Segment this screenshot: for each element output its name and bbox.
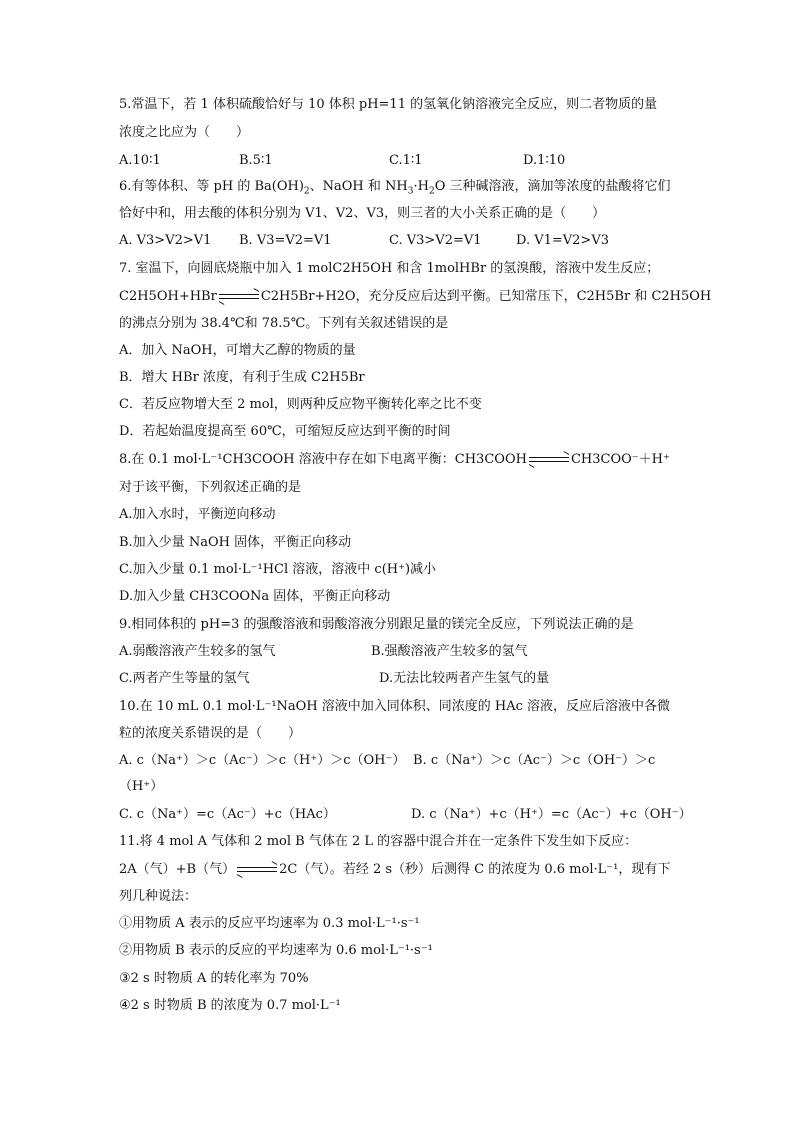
q8-line-1-a: 8.在 0.1 mol·L⁻¹CH3COOH 溶液中存在如下电离平衡：CH3COOH xyxy=(119,452,527,467)
q11-statement-4: ④2 s 时物质 B 的浓度为 0.7 mol·L⁻¹ xyxy=(119,998,341,1013)
q9-option-d: D.无法比较两者产生氢气的量 xyxy=(379,671,550,686)
q8-option-b: B.加入少量 NaOH 固体，平衡正向移动 xyxy=(119,535,352,550)
q9-option-c: C.两者产生等量的氢气 xyxy=(119,671,250,686)
q5-option-c: C.1∶1 xyxy=(389,153,423,168)
q9-line-1: 9.相同体积的 pH=3 的强酸溶液和弱酸溶液分别跟足量的镁完全反应，下列说法正确的是 xyxy=(119,617,634,632)
q7-option-c: C．若反应物增大至 2 mol，则两种反应物平衡转化率之比不变 xyxy=(119,397,482,412)
q5-line-1: 5.常温下，若 1 体积硫酸恰好与 10 体积 pH=11 的氢氧化钠溶液完全反应，则二者物质的量 xyxy=(119,97,658,112)
equilibrium-arrow-icon xyxy=(237,865,277,875)
q6-option-d: D. V1=V2>V3 xyxy=(516,233,609,248)
q11-statement-2: ②用物质 B 表示的反应的平均速率为 0.6 mol·L⁻¹·s⁻¹ xyxy=(119,943,433,958)
q11-line-1: 11.将 4 mol A 气体和 2 mol B 气体在 2 L 的容器中混合并在一定条件下发生如下反应： xyxy=(119,834,638,849)
q11-statement-3: ③2 s 时物质 A 的转化率为 70% xyxy=(119,971,309,986)
q10-option-d: D. c（Na⁺）+c（H⁺）=c（Ac⁻）+c（OH⁻） xyxy=(411,807,692,822)
q10-line-1: 10.在 10 mL 0.1 mol·L⁻¹NaOH 溶液中加入同体积、同浓度的 HAc 溶液，反应后溶液中各微 xyxy=(119,699,671,714)
q11-line-2 xyxy=(119,861,670,879)
q5-option-a: A.10∶1 xyxy=(119,153,161,168)
q9-option-a: A.弱酸溶液产生较多的氢气 xyxy=(119,644,276,659)
q5-line-2: 浓度之比应为（ ） xyxy=(119,125,250,140)
q7-line-1: 7. 室温下，向圆底烧瓶中加入 1 molC2H5OH 和含 1molHBr 的氢溴酸，溶液中发生反应； xyxy=(119,261,660,276)
q6-option-c: C. V3>V2=V1 xyxy=(389,233,482,248)
q6-line-2: 恰好中和，用去酸的体积分别为 V1、V2、V3，则三者的大小关系正确的是（ ） xyxy=(119,206,606,221)
q6-line-1-b: 、NaOH 和 NH xyxy=(309,179,408,194)
q10-option-a: A. c（Na⁺）＞c（Ac⁻）＞c（H⁺）＞c（OH⁻） xyxy=(119,753,406,768)
q11-statement-1: ①用物质 A 表示的反应平均速率为 0.3 mol·L⁻¹·s⁻¹ xyxy=(119,916,420,931)
q10-option-c: C. c（Na⁺）=c（Ac⁻）+c（HAc） xyxy=(119,807,336,822)
q7-products: C2H5Br+H2O，充分反应后达到平衡。已知常压下，C2H5Br 和 C2H5OH xyxy=(260,289,712,304)
q7-reactants: C2H5OH+HBr xyxy=(119,289,217,304)
q10-line-2: 粒的浓度关系错误的是（ ） xyxy=(119,726,302,741)
q7-line-3: 的沸点分别为 38.4℃和 78.5℃。下列有关叙述错误的是 xyxy=(119,316,449,331)
equilibrium-arrow-icon xyxy=(529,455,569,465)
q11-line-3: 列几种说法： xyxy=(119,889,198,904)
q5-option-b: B.5∶1 xyxy=(239,153,273,168)
q7-option-b: B．增大 HBr 浓度，有利于生成 C2H5Br xyxy=(119,370,365,385)
q7-option-d: D．若起始温度提高至 60℃，可缩短反应达到平衡的时间 xyxy=(119,424,451,439)
q6-line-1-a: 6.有等体积、等 pH 的 Ba(OH) xyxy=(119,179,304,194)
q10-option-b-cont: （H⁺） xyxy=(119,779,164,794)
q9-option-b: B.强酸溶液产生较多的氢气 xyxy=(371,644,528,659)
q8-line-1 xyxy=(119,451,670,469)
q6-option-a: A. V3>V2>V1 xyxy=(119,233,212,248)
q6-line-1-c: ·H xyxy=(413,179,429,194)
q8-line-2: 对于该平衡，下列叙述正确的是 xyxy=(119,480,302,495)
q7-line-2 xyxy=(119,288,711,306)
q11-reaction-left: 2A（气）+B（气） xyxy=(119,862,236,877)
q8-option-d: D.加入少量 CH3COONa 固体，平衡正向移动 xyxy=(119,589,391,604)
q11-reaction-right: 2C（气）。若经 2 s（秒）后测得 C 的浓度为 0.6 mol·L⁻¹，现有下 xyxy=(279,862,671,877)
q10-option-b: B. c（Na⁺）＞c（Ac⁻）＞c（OH⁻）＞c xyxy=(413,753,656,768)
q8-option-a: A.加入水时，平衡逆向移动 xyxy=(119,507,276,522)
q8-option-c: C.加入少量 0.1 mol·L⁻¹HCl 溶液，溶液中 c(H⁺)减小 xyxy=(119,562,437,577)
q6-line-1-d: O 三种碱溶液，滴加等浓度的盐酸将它们 xyxy=(434,179,671,194)
q8-line-1-b: CH3COO⁻＋H⁺ xyxy=(570,452,670,467)
q5-option-d: D.1∶10 xyxy=(523,153,566,168)
equilibrium-arrow-icon xyxy=(219,292,259,302)
q6-option-b: B. V3=V2=V1 xyxy=(239,233,332,248)
q7-option-a: A．加入 NaOH，可增大乙醇的物质的量 xyxy=(119,343,356,358)
q6-line-1: 6.有等体积、等 pH 的 $Ba(OH)_2$、NaOH 和 $NH_3\cdot H_2O$ 三种碱溶液，滴加等浓度的盐酸将它们 xyxy=(119,179,671,197)
